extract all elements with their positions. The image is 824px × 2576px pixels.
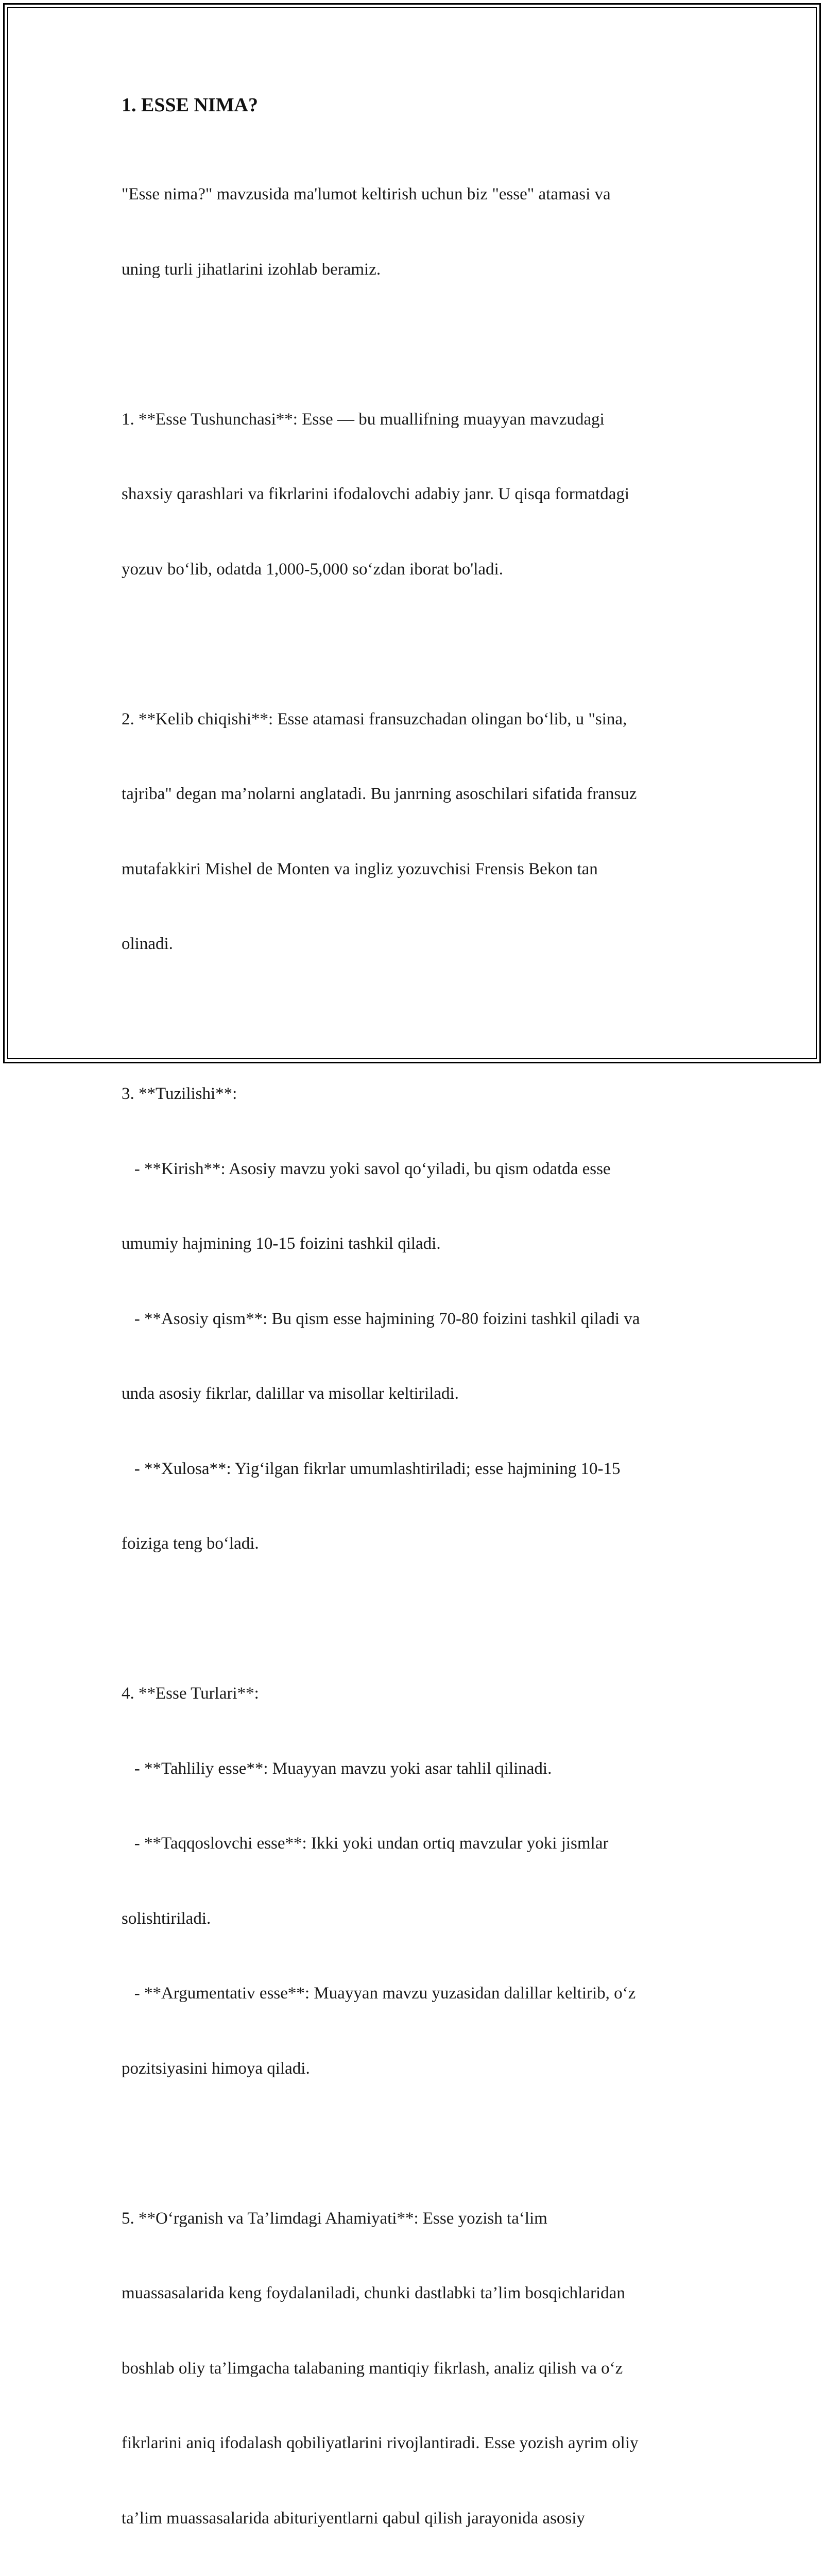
text-line: unda asosiy fikrlar, dalillar va misollar keltiriladi. (122, 1381, 698, 1406)
text-line: umumiy hajmining 10-15 foizini tashkil qiladi. (122, 1231, 698, 1257)
paragraph-intro (122, 132, 698, 332)
text-line: 5. **O‘rganish va Ta’limdagi Ahamiyati**: Esse yozish ta‘lim (122, 2206, 698, 2231)
text-line: fikrlarini aniq ifodalash qobiliyatlarini rivojlantiradi. Esse yozish ayrim oliy (122, 2431, 698, 2456)
text-line: foiziga teng bo‘ladi. (122, 1531, 698, 1556)
text-line: - **Argumentativ esse**: Muayyan mavzu yuzasidan dalillar keltirib, o‘z (122, 1981, 698, 2006)
text-line: - **Kirish**: Asosiy mavzu yoki savol qo‘yiladi, bu qism odatda esse (122, 1157, 698, 1182)
text-line: uning turli jihatlarini izohlab beramiz. (122, 257, 698, 282)
text-line: tajriba" degan ma’nolarni anglatadi. Bu janrning asoschilari sifatida fransuz (122, 782, 698, 807)
text-line: - **Asosiy qism**: Bu qism esse hajmining 70-80 foizini tashkil qiladi va (122, 1307, 698, 1332)
paragraph-types (122, 1631, 698, 2131)
text-line: yozuv bo‘lib, odatda 1,000-5,000 so‘zdan iborat bo'ladi. (122, 557, 698, 582)
text-line: 1. **Esse Tushunchasi**: Esse — bu muallifning muayyan mavzudagi (122, 407, 698, 432)
text-line: - **Tahliliy esse**: Muayyan mavzu yoki asar tahlil qilinadi. (122, 1756, 698, 1782)
paragraph-structure (122, 1031, 698, 1606)
document-title: 1. ESSE NIMA? (122, 93, 698, 117)
text-line: 3. **Tuzilishi**: (122, 1081, 698, 1107)
text-line: muassasalarida keng foydalaniladi, chunki dastlabki ta’lim bosqichlaridan (122, 2281, 698, 2306)
paragraph-concept (122, 357, 698, 632)
text-line: 4. **Esse Turlari**: (122, 1681, 698, 1706)
text-line: olinadi. (122, 931, 698, 957)
text-line: "Esse nima?" mavzusida ma'lumot keltirish uchun biz "esse" atamasi va (122, 182, 698, 207)
text-line: mutafakkiri Mishel de Monten va ingliz yozuvchisi Frensis Bekon tan (122, 857, 698, 882)
paragraph-importance (122, 2156, 698, 2576)
text-line: solishtiriladi. (122, 1906, 698, 1931)
text-line: boshlab oliy ta’limgacha talabaning mantiqiy fikrlash, analiz qilish va o‘z (122, 2356, 698, 2381)
text-line: shaxsiy qarashlari va fikrlarini ifodalovchi adabiy janr. U qisqa formatdagi (122, 482, 698, 507)
text-line: - **Taqqoslovchi esse**: Ikki yoki undan ortiq mavzular yoki jismlar (122, 1831, 698, 1856)
text-line: pozitsiyasini himoya qiladi. (122, 2056, 698, 2081)
text-line: ta’lim muassasalarida abituriyentlarni qabul qilish jarayonida asosiy (122, 2506, 698, 2531)
text-line: - **Xulosa**: Yig‘ilgan fikrlar umumlashtiriladi; esse hajmining 10-15 (122, 1456, 698, 1482)
text-line: 2. **Kelib chiqishi**: Esse atamasi fransuzchadan olingan bo‘lib, u "sina, (122, 707, 698, 732)
document-body (122, 93, 698, 2576)
paragraph-origin (122, 657, 698, 1007)
